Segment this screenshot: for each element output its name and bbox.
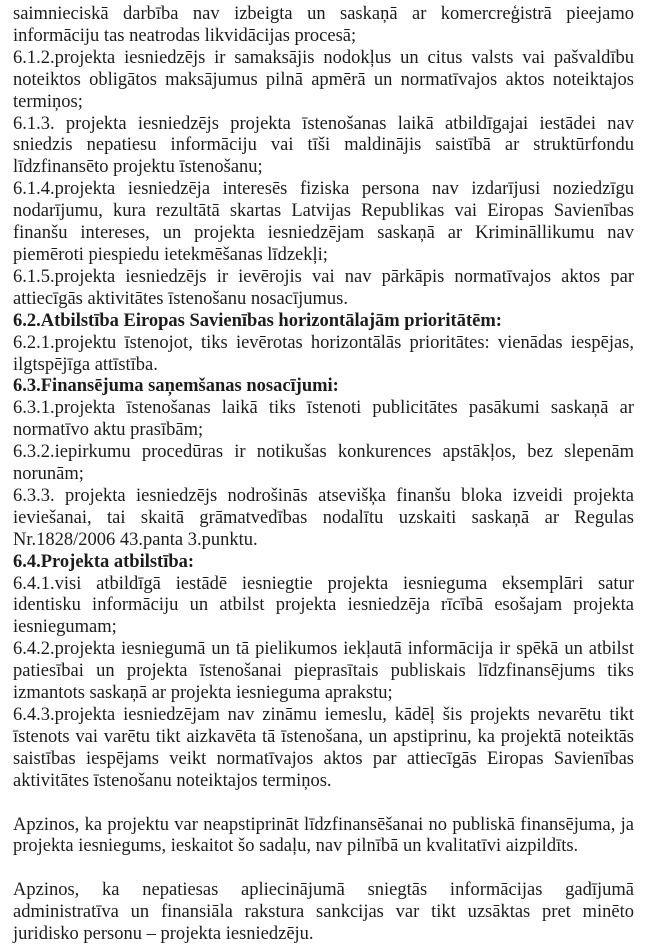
clause-6-1-3: 6.1.3. projekta iesniedzējs projekta īstenošanas laikā atbildīgajai iestādei nav sniedzis nepatiesu informāciju vai tīši maldinājis saistībā ar struktūrfondu līdzfinansēto projektu īstenošanu; <box>13 113 634 178</box>
section-heading-6-4: 6.4.Projekta atbilstība: <box>13 551 195 572</box>
paragraph-continuation: saimnieciskā darbība nav izbeigta un saskaņā ar komercreģistrā pieejamo informāciju tas neatrodas likvidācijas procesā; <box>13 4 634 46</box>
declaration-statement-1: Apzinos, ka projektu var neapstiprināt līdzfinansēšanai no publiskā finansējuma, ja projekta iesniegums, ieskaitot šo sadaļu, nav pilnībā un kvalitatīvi aizpildīts. <box>13 814 634 857</box>
clause-6-1-5: 6.1.5.projekta iesniedzējs ir ievērojis vai nav pārkāpis normatīvajos aktos par attiecīgās aktivitātes īstenošanu nosacījumus. <box>13 266 634 309</box>
clause-6-1-4: 6.1.4.projekta iesniedzēja interesēs fiziska persona nav izdarījusi noziedzīgu nodarījumu, kura rezultātā skartas Latvijas Republikas vai Eiropas Savienības finanšu intereses, un projekta iesniedzējam saskaņā ar Krimināllikumu nav piemēroti piespiedu ietekmēšanas līdzekļi; <box>13 179 634 265</box>
clause-6-3-3: 6.3.3. projekta iesniedzējs nodrošinās atsevišķa finanšu bloka izveidi projekta ieviešanai, tai skaitā grāmatvedības nodalītu uzskaiti saskaņā ar Regulas Nr.1828/2006 43.panta 3.punktu. <box>13 485 634 550</box>
clause-6-1-2: 6.1.2.projekta iesniedzējs ir samaksājis nodokļus un citus valsts vai pašvaldību noteiktos obligātos maksājumus pilnā apmērā un normatīvajos aktos noteiktajos termiņos; <box>13 47 634 112</box>
clause-6-3-2: 6.3.2.iepirkumu procedūras ir notikušas konkurences apstākļos, bez slepenām norunām; <box>13 442 634 485</box>
declaration-statement-2: Apzinos, ka nepatiesas apliecinājumā sniegtās informācijas gadījumā administratīva un finansiāla rakstura sankcijas var tikt uzsāktas pret minēto juridisko personu – projekta iesniedzēju. <box>13 880 634 945</box>
clause-6-4-1: 6.4.1.visi atbildīgā iestādē iesniegtie projekta iesnieguma eksemplāri satur identisku informāciju un atbilst projekta iesniedzēja rīcībā esošajam projekta iesniegumam; <box>13 573 634 638</box>
section-heading-6-3: 6.3.Finansējuma saņemšanas nosacījumi: <box>13 376 339 397</box>
clause-6-4-3: 6.4.3.projekta iesniedzējam nav zināmu iemeslu, kādēļ šis projekts nevarētu tikt īstenots vai varētu tikt aizkavēta tā īstenošana, un apstiprinu, ka projektā noteiktās saistības iespējams veikt normatīvajos aktos par attiecīgās Eiropas Savienības aktivitātes īstenošanu noteiktajos termiņos. <box>13 705 634 791</box>
section-heading-6-2: 6.2.Atbilstība Eiropas Savienības horizontālajām prioritātēm: <box>13 310 502 331</box>
clause-6-3-1: 6.3.1.projekta īstenošanas laikā tiks īstenoti publicitātes pasākumi saskaņā ar normatīvo aktu prasībām; <box>13 398 634 441</box>
clause-6-4-2: 6.4.2.projekta iesniegumā un tā pielikumos iekļautā informācija ir spēkā un atbilst patiesībai un projekta īstenošanai pieprasītais publiskais līdzfinansējums tiks izmantots saskaņā ar projekta iesnieguma aprakstu; <box>13 639 634 704</box>
clause-6-2-1: 6.2.1.projektu īstenojot, tiks ievērotas horizontālās prioritātes: vienādas iespējas, ilgtspējīga attīstība. <box>13 332 634 375</box>
